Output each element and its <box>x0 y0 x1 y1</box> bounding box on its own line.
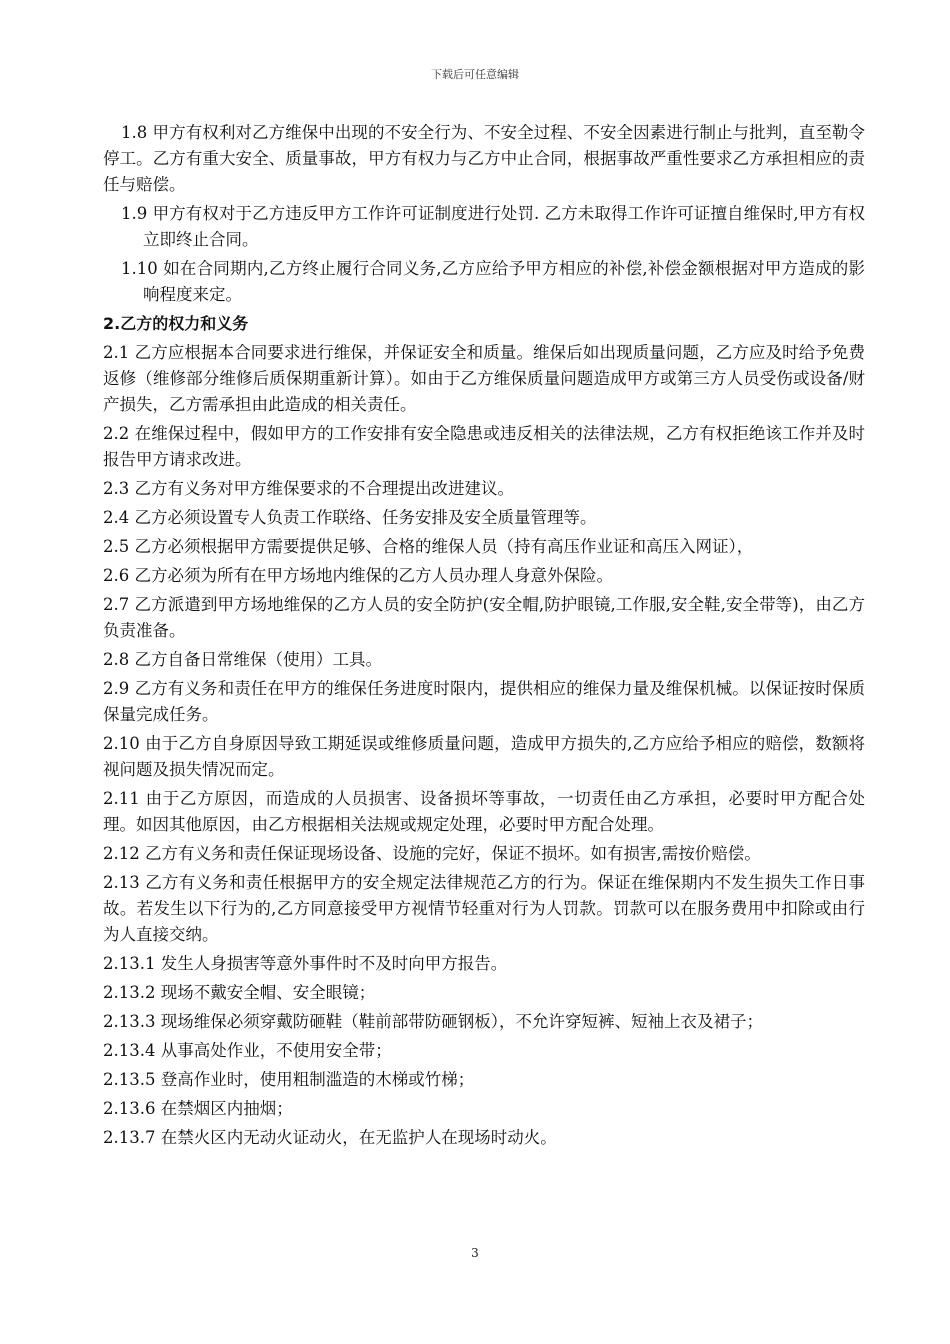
clause-2-10: 2.10 由于乙方自身原因导致工期延误或维修质量问题，造成甲方损失的,乙方应给予相应的赔偿，数额将视问题及损失情况而定。 <box>103 734 865 779</box>
clause-1-8: 1.8 甲方有权利对乙方维保中出现的不安全行为、不安全过程、不安全因素进行制止与批判，直至勒令停工。乙方有重大安全、质量事故，甲方有权力与乙方中止合同，根据事故严重性要求乙方承担相应的责任与赔偿。 <box>103 123 865 194</box>
page-header: 下载后可任意编辑 <box>431 68 519 81</box>
clause-2-12: 2.12 乙方有义务和责任保证现场设备、设施的完好，保证不损坏。如有损害,需按价赔偿。 <box>103 844 761 863</box>
clause-2-4: 2.4 乙方必须设置专人负责工作联络、任务安排及安全质量管理等。 <box>103 508 597 527</box>
clause-2-8: 2.8 乙方自备日常维保（使用）工具。 <box>103 650 382 669</box>
document-body <box>103 120 865 1154</box>
clause-2-9: 2.9 乙方有义务和责任在甲方的维保任务进度时限内，提供相应的维保力量及维保机械。以保证按时保质保量完成任务。 <box>103 679 865 724</box>
clause-2-6: 2.6 乙方必须为所有在甲方场地内维保的乙方人员办理人身意外保险。 <box>103 566 613 585</box>
clause-2-13-1: 2.13.1 发生人身损害等意外事件时不及时向甲方报告。 <box>103 954 508 973</box>
page-number: 3 <box>471 1246 479 1260</box>
clause-2-13-5: 2.13.5 登高作业时，使用粗制滥造的木梯或竹梯； <box>103 1070 475 1089</box>
clause-2-1: 2.1 乙方应根据本合同要求进行维保，并保证安全和质量。维保后如出现质量问题，乙方应及时给予免费返修（维修部分维修后质保期重新计算）。如由于乙方维保质量问题造成甲方或第三方人员受伤或设备/财产损失，乙方需承担由此造成的相关责任。 <box>103 343 865 414</box>
clause-2-13-7: 2.13.7 在禁火区内无动火证动火，在无监护人在现场时动火。 <box>103 1128 557 1147</box>
clause-2-13-2: 2.13.2 现场不戴安全帽、安全眼镜； <box>103 983 376 1002</box>
clause-1-10: 1.10 如在合同期内,乙方终止履行合同义务,乙方应给予甲方相应的补偿,补偿金额根据对甲方造成的影响程度来定。 <box>121 259 865 304</box>
clause-2-7: 2.7 乙方派遣到甲方场地维保的乙方人员的安全防护(安全帽,防护眼镜,工作服,安全鞋,安全带等)，由乙方负责准备。 <box>103 595 865 640</box>
clause-2-11: 2.11 由于乙方原因，而造成的人员损害、设备损坏等事故，一切责任由乙方承担，必要时甲方配合处理。如因其他原因，由乙方根据相关法规或规定处理，必要时甲方配合处理。 <box>103 789 865 834</box>
clause-2-2: 2.2 在维保过程中，假如甲方的工作安排有安全隐患或违反相关的法律法规，乙方有权拒绝该工作并及时报告甲方请求改进。 <box>103 424 865 469</box>
clause-1-9: 1.9 甲方有权对于乙方违反甲方工作许可证制度进行处罚. 乙方未取得工作许可证擅自维保时,甲方有权立即终止合同。 <box>121 204 865 249</box>
section-heading-2: 2.乙方的权力和义务 <box>103 314 249 333</box>
clause-2-13-3: 2.13.3 现场维保必须穿戴防砸鞋（鞋前部带防砸钢板），不允许穿短裤、短袖上衣及裙子； <box>103 1012 763 1031</box>
clause-2-3: 2.3 乙方有义务对甲方维保要求的不合理提出改进建议。 <box>103 479 514 498</box>
clause-2-13-6: 2.13.6 在禁烟区内抽烟； <box>103 1099 293 1118</box>
clause-2-13: 2.13 乙方有义务和责任根据甲方的安全规定法律规范乙方的行为。保证在维保期内不发生损失工作日事故。若发生以下行为的,乙方同意接受甲方视情节轻重对行为人罚款。罚款可以在服务费用中扣除或由行为人直接交纳。 <box>103 873 865 944</box>
clause-2-5: 2.5 乙方必须根据甲方需要提供足够、合格的维保人员（持有高压作业证和高压入网证）， <box>103 537 754 556</box>
clause-2-13-4: 2.13.4 从事高处作业，不使用安全带； <box>103 1041 392 1060</box>
